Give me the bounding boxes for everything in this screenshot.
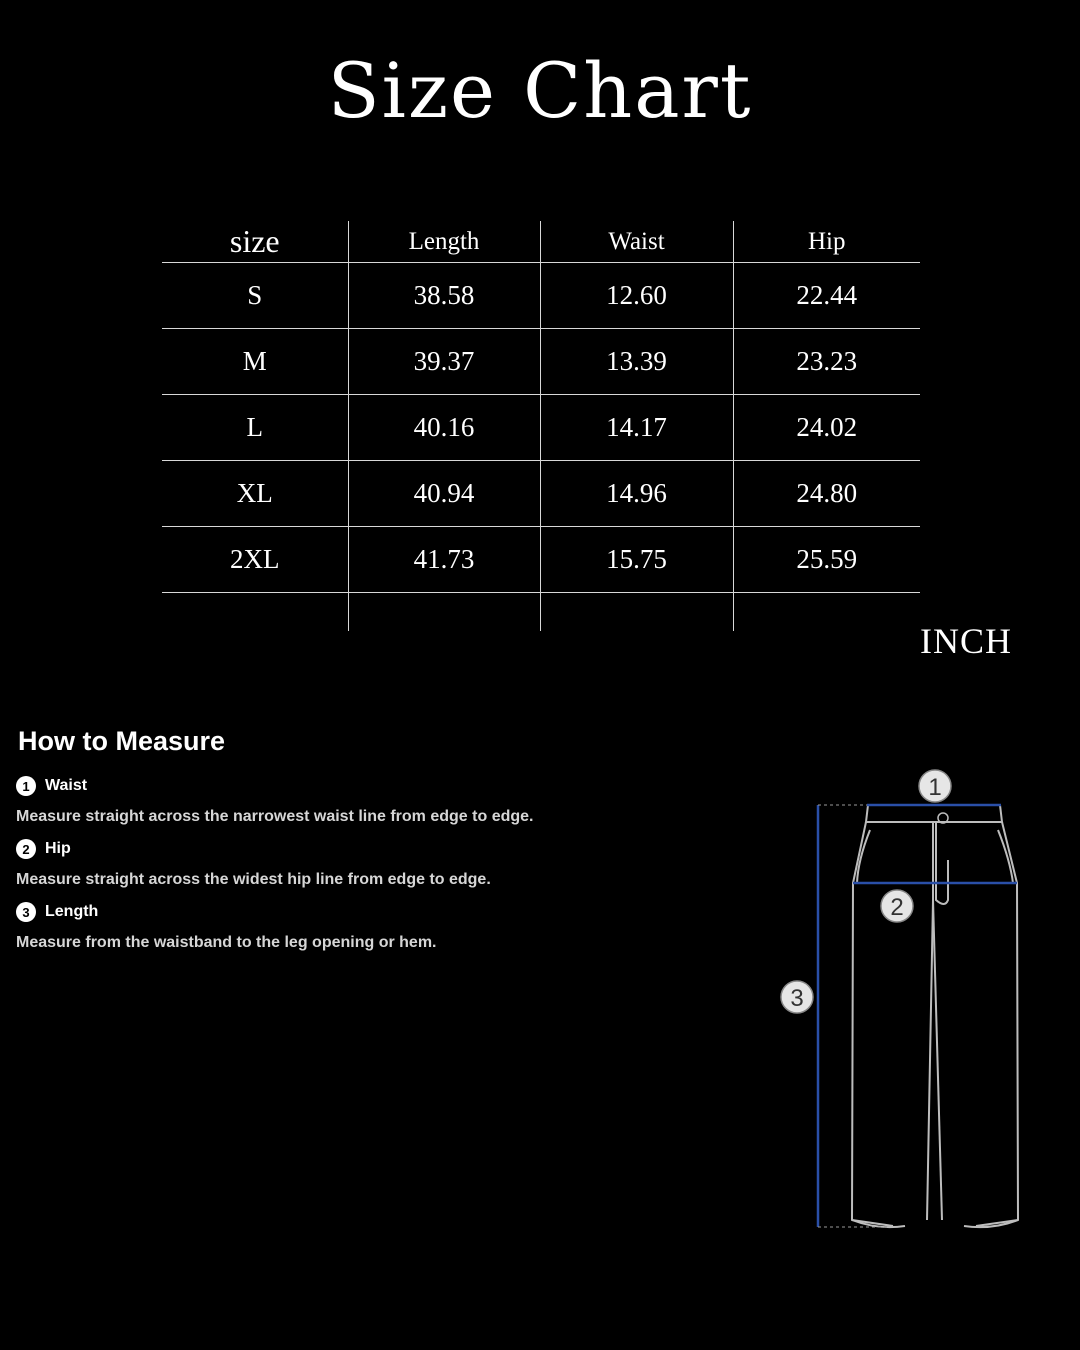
- cell-waist: 12.60: [540, 263, 733, 329]
- table-header-row: [162, 221, 920, 263]
- unit-label: INCH: [920, 621, 1012, 661]
- cell-hip: 25.59: [733, 527, 920, 593]
- step-number-badge: 3: [16, 902, 36, 922]
- measure-step-hip: [16, 838, 716, 889]
- marker-2-icon: [881, 890, 913, 922]
- cell-length: 40.16: [348, 395, 540, 461]
- marker-1-icon: [919, 770, 951, 802]
- svg-text:1: 1: [928, 774, 942, 801]
- header-hip: Hip: [733, 221, 920, 263]
- cell-size: XL: [162, 461, 348, 527]
- step-label: Waist: [45, 777, 88, 794]
- table-row: [162, 263, 920, 329]
- table-row: [162, 461, 920, 527]
- cell-waist: 15.75: [540, 527, 733, 593]
- table-spacer-row: [162, 593, 920, 632]
- cell-waist: 13.39: [540, 329, 733, 395]
- cell-waist: 14.17: [540, 395, 733, 461]
- measure-step-length: [16, 901, 716, 952]
- step-label: Hip: [45, 840, 71, 857]
- how-to-measure-heading: How to Measure: [18, 726, 226, 756]
- measurement-lines: [818, 805, 1017, 1227]
- header-waist: Waist: [540, 221, 733, 263]
- step-description: Measure from the waistband to the leg opening or hem.: [16, 934, 437, 951]
- step-label: Length: [45, 903, 99, 920]
- svg-text:3: 3: [790, 985, 804, 1012]
- table-row: [162, 527, 920, 593]
- how-to-measure-section: [16, 726, 716, 964]
- cell-hip: 23.23: [733, 329, 920, 395]
- measure-step-waist: [16, 775, 716, 826]
- cell-hip: 24.80: [733, 461, 920, 527]
- marker-3-icon: [781, 981, 813, 1013]
- page-title: Size Chart: [327, 46, 753, 135]
- pants-measurement-diagram: [770, 760, 1040, 1240]
- cell-size: S: [162, 263, 348, 329]
- step-number-badge: 2: [16, 839, 36, 859]
- step-description: Measure straight across the narrowest waist line from edge to edge.: [16, 808, 534, 825]
- cell-length: 39.37: [348, 329, 540, 395]
- cell-size: L: [162, 395, 348, 461]
- table-row: [162, 395, 920, 461]
- pants-outline: [852, 805, 1018, 1227]
- cell-hip: 22.44: [733, 263, 920, 329]
- header-length: Length: [348, 221, 540, 263]
- cell-length: 38.58: [348, 263, 540, 329]
- table-row: [162, 329, 920, 395]
- cell-waist: 14.96: [540, 461, 733, 527]
- step-number-badge: 1: [16, 776, 36, 796]
- step-description: Measure straight across the widest hip line from edge to edge.: [16, 871, 491, 888]
- cell-length: 41.73: [348, 527, 540, 593]
- cell-hip: 24.02: [733, 395, 920, 461]
- size-table: [162, 221, 920, 631]
- cell-length: 40.94: [348, 461, 540, 527]
- svg-text:2: 2: [890, 894, 904, 921]
- header-size: size: [162, 221, 348, 263]
- cell-size: 2XL: [162, 527, 348, 593]
- cell-size: M: [162, 329, 348, 395]
